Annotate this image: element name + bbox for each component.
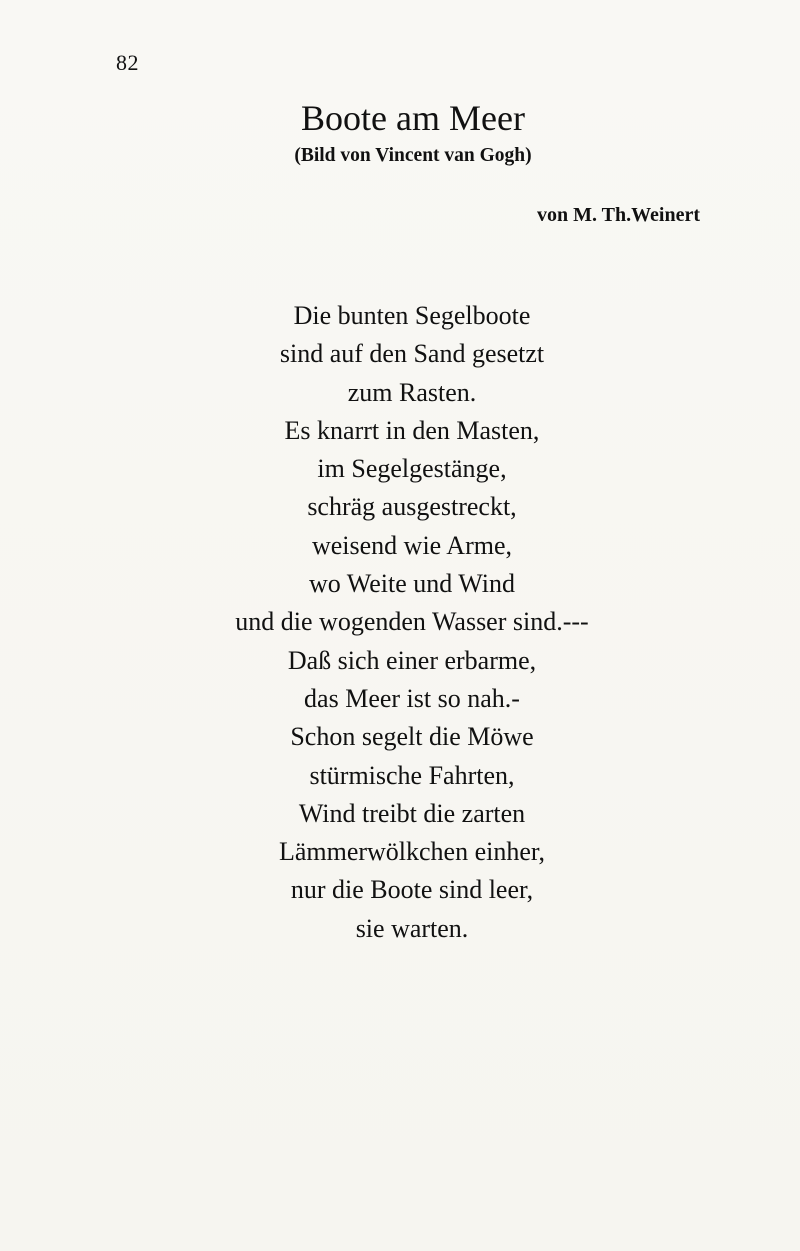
poem-author: von M. Th.Weinert: [537, 204, 700, 226]
poem-line: Es knarrt in den Masten,: [284, 415, 540, 445]
page-number: 82: [116, 50, 139, 75]
poem-line: Wind treibt die zarten: [298, 798, 526, 828]
poem-line: wo Weite und Wind: [308, 569, 516, 599]
poem-body: [12, 297, 800, 948]
poem-line: nur die Boote sind leer,: [290, 875, 534, 905]
poem-title: Boote am Meer: [301, 98, 525, 138]
poem-line: Die bunten Segelboote: [293, 301, 531, 330]
poem-line: Daß sich einer erbarme,: [287, 645, 537, 675]
poem-line: zum Rasten.: [347, 377, 477, 407]
poem-subtitle: (Bild von Vincent van Gogh): [294, 145, 532, 166]
poem-line: sie warten.: [355, 913, 469, 943]
poem-line: schräg ausgestreckt,: [307, 492, 517, 522]
poem-line: Lämmerwölkchen einher,: [278, 837, 546, 867]
poem-line: Schon segelt die Möwe: [290, 722, 534, 752]
poem-line: sind auf den Sand gesetzt: [279, 339, 545, 369]
poem-line: weisend wie Arme,: [311, 530, 512, 560]
poem-line: und die wogenden Wasser sind.---: [235, 607, 589, 637]
poem-line: das Meer ist so nah.-: [304, 683, 520, 713]
poem-line: im Segelgestänge,: [317, 454, 507, 484]
poem-line: stürmische Fahrten,: [309, 760, 515, 790]
